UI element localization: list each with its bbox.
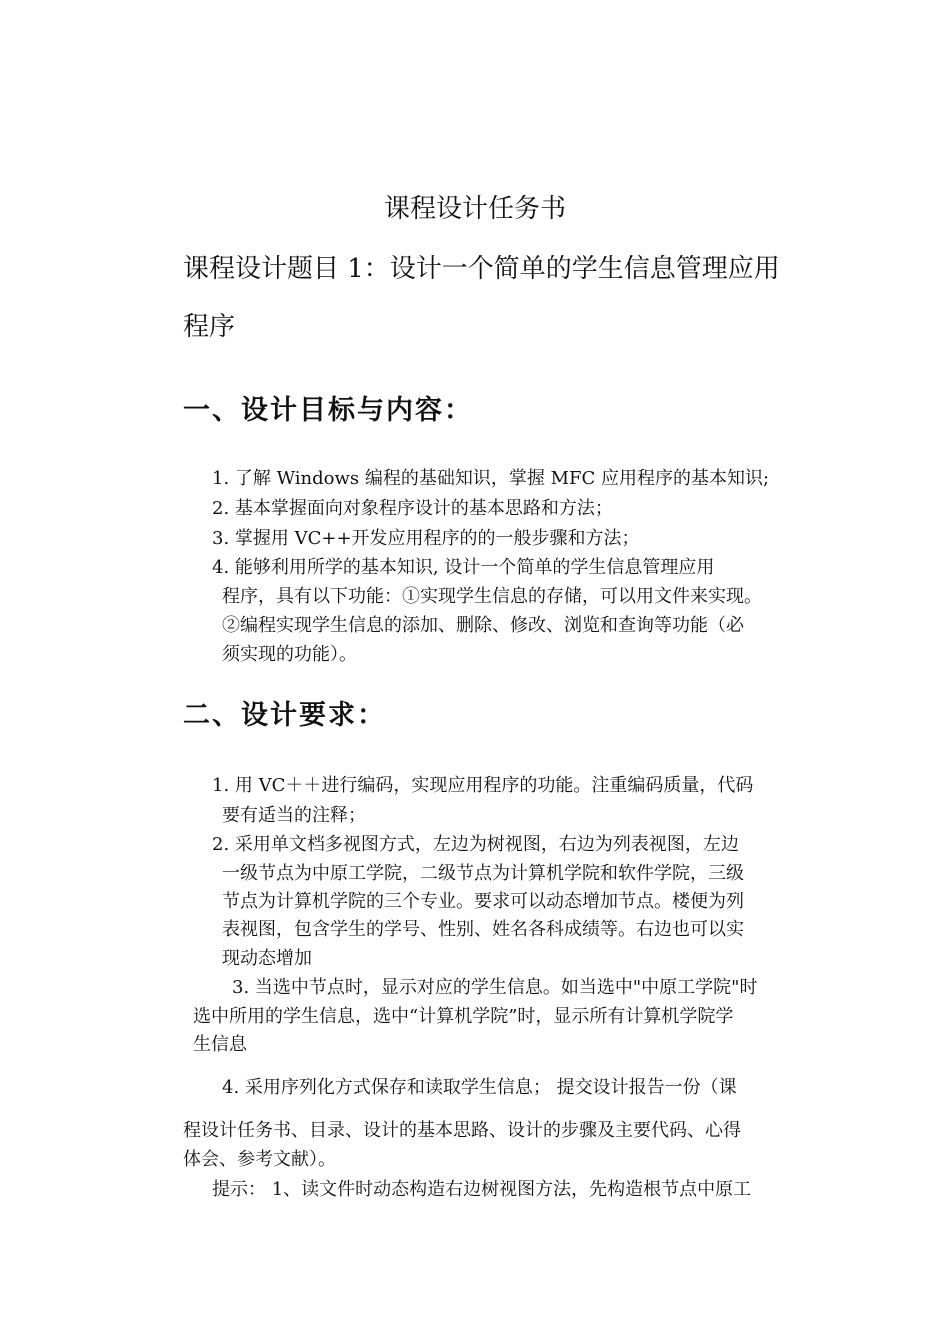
section-2-line: 生信息 <box>193 1034 247 1055</box>
section-2-line: 1. 用 VC＋＋进行编码，实现应用程序的功能。注重编码质量，代码 <box>212 775 754 796</box>
section-1-line: ②编程实现学生信息的添加、删除、修改、浏览和查询等功能（必 <box>222 615 744 636</box>
section-2-heading: 二、设计要求： <box>183 700 386 731</box>
hint-line: 提示： 1、读文件时动态构造右边树视图方法，先构造根节点中原工 <box>212 1179 752 1200</box>
section-1-line: 2. 基本掌握面向对象程序设计的基本思路和方法； <box>212 498 613 519</box>
section-2-line: 要有适当的注释； <box>222 805 366 826</box>
section-1-line: 1. 了解 Windows 编程的基础知识，掌握 MFC 应用程序的基本知识; <box>212 468 770 489</box>
section-1-line: 4. 能够利用所学的基本知识, 设计一个简单的学生信息管理应用 <box>212 557 715 578</box>
section-2-line: 3. 当选中节点时，显示对应的学生信息。如当选中"中原工学院"时 <box>232 977 758 998</box>
section-2-line: 4. 采用序列化方式保存和读取学生信息； 提交设计报告一份（课 <box>222 1077 737 1098</box>
section-2-line: 表视图，包含学生的学号、性别、姓名各科成绩等。右边也可以实 <box>222 919 744 940</box>
section-1-line: 须实现的功能）。 <box>222 644 357 665</box>
section-1-heading: 一、设计目标与内容： <box>183 395 473 426</box>
section-2-line: 一级节点为中原工学院，二级节点为计算机学院和软件学院，三级 <box>222 863 744 884</box>
document-title: 课程设计任务书 <box>383 194 566 224</box>
section-2-line: 选中所用的学生信息，选中“计算机学院”时，显示所有计算机学院学 <box>193 1006 734 1027</box>
subject-line-1: 课程设计题目 1：设计一个简单的学生信息管理应用 <box>183 254 780 284</box>
section-2-line: 体会、参考文献）。 <box>183 1149 336 1170</box>
section-1-line: 3. 掌握用 VC++开发应用程序的的一般步骤和方法； <box>212 528 640 549</box>
subject-line-2: 程序 <box>183 312 236 342</box>
section-1-line: 程序，具有以下功能：①实现学生信息的存储，可以用文件来实现。 <box>222 586 762 607</box>
section-2-line: 2. 采用单文档多视图方式，左边为树视图，右边为列表视图，左边 <box>212 834 739 855</box>
section-2-line: 节点为计算机学院的三个专业。要求可以动态增加节点。楼便为列 <box>222 891 744 912</box>
section-2-line: 程设计任务书、目录、设计的基本思路、设计的步骤及主要代码、心得 <box>183 1120 741 1141</box>
section-2-line: 现动态增加 <box>222 948 312 969</box>
